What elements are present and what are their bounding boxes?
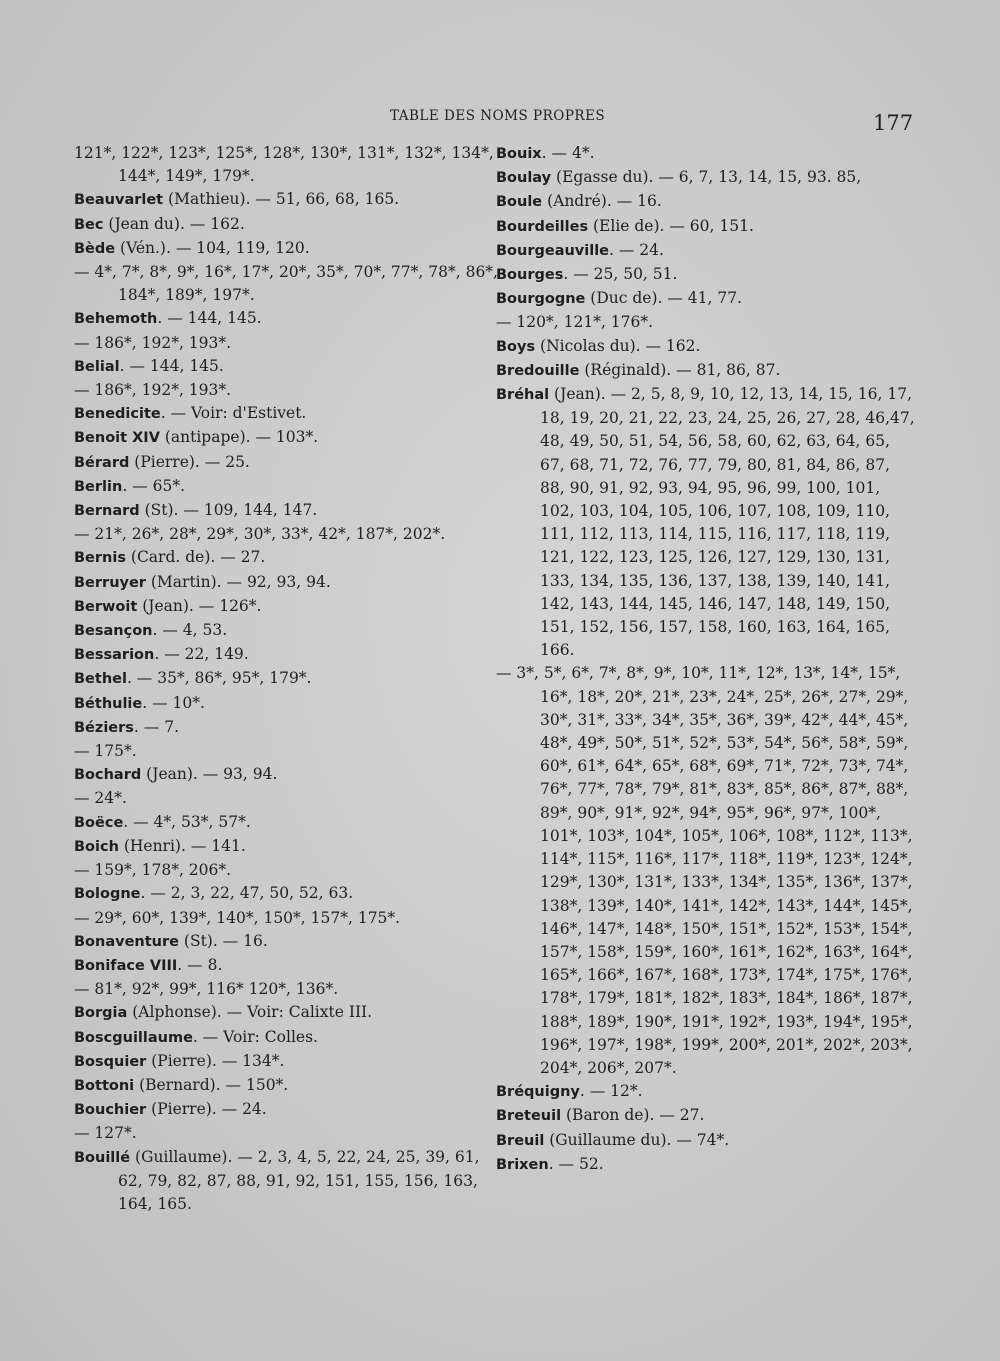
index-references: (Jean). — 93, 94.: [141, 765, 278, 784]
index-references: . — Voir: d'Estivet.: [160, 404, 307, 423]
index-entry: [74, 475, 504, 499]
index-references: . — 4*, 53*, 57*.: [123, 812, 251, 831]
index-entry: [74, 882, 504, 906]
index-entry: [496, 263, 916, 287]
index-entry: [74, 426, 504, 450]
index-references: (Egasse du). — 6, 7, 13, 14, 15, 93. 85,: [551, 168, 862, 187]
index-references: . — 12*.: [579, 1082, 643, 1101]
index-entry: [74, 355, 504, 379]
index-term: Bréhal: [496, 387, 550, 404]
index-references: (Card. de). — 27.: [125, 548, 266, 567]
index-continuation: — 127*.: [74, 1124, 137, 1143]
index-entry: [74, 1146, 504, 1217]
index-entry: [74, 188, 504, 212]
index-references: (Jean du). — 162.: [103, 214, 245, 233]
index-term: Borgia: [74, 1005, 128, 1022]
index-entry: [74, 237, 504, 261]
index-references: (Vén.). — 104, 119, 120.: [115, 238, 310, 257]
index-references: (St). — 109, 144, 147.: [139, 501, 318, 520]
index-entry: [74, 811, 504, 835]
index-continuation: — 4*, 7*, 8*, 9*, 16*, 17*, 20*, 35*, 70*, 77*, 78*, 86*, 184*, 189*, 197*.: [74, 263, 498, 305]
page-number: 177: [873, 111, 914, 135]
index-entry: [74, 643, 504, 667]
index-references: . — 7.: [133, 717, 179, 736]
index-entry: [496, 1080, 916, 1104]
index-entry: [74, 1001, 504, 1025]
index-references: . — 25, 50, 51.: [563, 265, 678, 284]
index-term: Berlin: [74, 478, 123, 495]
index-term: Bredouille: [496, 362, 580, 379]
index-entry: [74, 402, 504, 426]
index-entry: [74, 1026, 504, 1050]
index-references: (Alphonse). — Voir: Calixte III.: [127, 1003, 373, 1022]
index-term: Bec: [74, 216, 104, 233]
index-entry: [74, 307, 504, 331]
index-continuation: — 186*, 192*, 193*.: [74, 333, 232, 352]
index-term: Besançon: [74, 623, 153, 640]
index-references: (Jean). — 2, 5, 8, 9, 10, 12, 13, 14, 15, 16, 17, 18, 19, 20, 21, 22, 23, 24, 25, 26, 27, 28, 46,47, 48, 49, 50, 51, 54, 56, 58, 60, 62, 63, 64, 65, 67, 68, 71, 72, 76, 77, 79, 80, 81, 84, 86, 87, 88, 90, 91, 92, 93, 94, 95, 96, 99, 100, 101, 102, 103, 104, 105, 106, 107, 108, 109, 110, 111, 112, 113, 114, 115, 116, 117, 118, 119, 121, 122, 123, 125, 126, 127, 129, 130, 131, 133, 134, 135, 136, 137, 138, 139, 140, 141, 142, 143, 144, 145, 146, 147, 148, 149, 150, 151, 152, 156, 157, 158, 160, 163, 164, 165, 166.: [540, 385, 915, 660]
index-continuation: — 3*, 5*, 6*, 7*, 8*, 9*, 10*, 11*, 12*, 13*, 14*, 15*, 16*, 18*, 20*, 21*, 23*, 24*, 25*, 26*, 27*, 29*, 30*, 31*, 33*, 34*, 35*, 36*, 39*, 42*, 44*, 45*, 48*, 49*, 50*, 51*, 52*, 53*, 54*, 56*, 58*, 59*, 60*, 61*, 64*, 65*, 68*, 69*, 71*, 72*, 73*, 74*, 76*, 77*, 78*, 79*, 81*, 83*, 85*, 86*, 87*, 88*, 89*, 90*, 91*, 92*, 94*, 95*, 96*, 97*, 100*, 101*, 103*, 104*, 105*, 106*, 108*, 112*, 113*, 114*, 115*, 116*, 117*, 118*, 119*, 123*, 124*, 129*, 130*, 131*, 133*, 134*, 135*, 136*, 137*, 138*, 139*, 140*, 141*, 142*, 143*, 144*, 145*, 146*, 147*, 148*, 150*, 151*, 152*, 153*, 154*, 157*, 158*, 159*, 160*, 161*, 162*, 163*, 164*, 165*, 166*, 167*, 168*, 173*, 174*, 175*, 176*, 178*, 179*, 181*, 182*, 183*, 184*, 186*, 187*, 188*, 189*, 190*, 191*, 192*, 193*, 194*, 195*, 196*, 197*, 198*, 199*, 200*, 201*, 202*, 203*, 204*, 206*, 207*.: [496, 664, 913, 1077]
index-continuation: — 81*, 92*, 99*, 116* 120*, 136*.: [74, 980, 339, 999]
index-term: Bouix: [496, 146, 542, 162]
index-term: Bourges: [496, 267, 564, 284]
index-term: Bréquigny: [496, 1084, 580, 1101]
index-continuation: — 175*.: [74, 742, 137, 761]
index-references: . — 144, 145.: [119, 356, 224, 375]
index-column-right: [496, 142, 916, 1177]
index-references: (Nicolas du). — 162.: [535, 336, 701, 355]
index-references: (antipape). — 103*.: [159, 428, 319, 447]
index-entry: [74, 619, 504, 643]
index-continuation: — 29*, 60*, 139*, 140*, 150*, 157*, 175*.: [74, 908, 401, 927]
index-entry: [74, 835, 504, 859]
index-references: (St). — 16.: [178, 931, 268, 950]
index-entry: [496, 335, 916, 359]
index-term: Boulay: [496, 170, 552, 187]
index-entry: [74, 546, 504, 570]
running-title: TABLE DES NOMS PROPRES: [390, 108, 606, 124]
index-term: Bède: [74, 240, 116, 257]
index-references: (Pierre). — 25.: [129, 452, 250, 471]
index-references: (Guillaume du). — 74*.: [544, 1130, 730, 1149]
index-term: Bouillé: [74, 1149, 131, 1166]
index-term: Boëce: [74, 814, 124, 831]
index-entry: [496, 1153, 916, 1177]
index-term: Boule: [496, 194, 543, 211]
index-entry: [74, 667, 504, 691]
index-entry: [496, 239, 916, 263]
index-references: . — 144, 145.: [157, 309, 262, 328]
index-entry: [74, 930, 504, 954]
index-entry: [74, 451, 504, 475]
index-term: Boscguillaume: [74, 1029, 193, 1046]
index-continuation: — 120*, 121*, 176*.: [496, 313, 654, 332]
index-entry: [74, 213, 504, 237]
index-term: Bonaventure: [74, 933, 179, 950]
index-term: Boys: [496, 338, 536, 355]
index-continuation: — 159*, 178*, 206*.: [74, 861, 232, 880]
index-term: Bourgogne: [496, 291, 586, 308]
index-references: (Baron de). — 27.: [561, 1106, 705, 1125]
index-entry: [74, 1098, 504, 1122]
index-term: Boniface VIII: [74, 957, 178, 974]
index-continuation: 121*, 122*, 123*, 125*, 128*, 130*, 131*, 132*, 134*, 144*, 149*, 179*.: [74, 144, 494, 186]
index-term: Bessarion: [74, 647, 155, 664]
index-references: (André). — 16.: [542, 192, 662, 211]
index-references: . — 10*.: [142, 693, 205, 712]
index-references: . — 4*.: [541, 144, 595, 162]
index-references: . — 35*, 86*, 95*, 179*.: [126, 669, 312, 688]
index-references: . — Voir: Colles.: [192, 1027, 318, 1046]
index-references: (Duc de). — 41, 77.: [585, 289, 743, 308]
index-entry: [74, 571, 504, 595]
index-term: Bochard: [74, 767, 142, 784]
index-term: Bérard: [74, 454, 130, 471]
index-references: (Pierre). — 24.: [146, 1100, 267, 1119]
index-term: Bosquier: [74, 1053, 147, 1070]
index-entry: [74, 1050, 504, 1074]
index-entry: [74, 763, 504, 787]
index-references: . — 2, 3, 22, 47, 50, 52, 63.: [140, 884, 354, 903]
index-references: (Mathieu). — 51, 66, 68, 165.: [163, 190, 400, 209]
index-references: (Martin). — 92, 93, 94.: [145, 572, 331, 591]
index-term: Breuil: [496, 1132, 545, 1149]
index-references: (Réginald). — 81, 86, 87.: [579, 360, 781, 379]
index-references: . — 65*.: [122, 476, 185, 495]
index-references: (Jean). — 126*.: [137, 596, 262, 615]
index-term: Behemoth: [74, 311, 158, 328]
index-term: Bottoni: [74, 1077, 135, 1094]
index-term: Beauvarlet: [74, 192, 164, 209]
index-references: . — 24.: [609, 240, 664, 259]
index-term: Benedicite: [74, 406, 161, 423]
index-references: (Pierre). — 134*.: [146, 1051, 285, 1070]
index-term: Boich: [74, 838, 119, 855]
index-entry: [74, 595, 504, 619]
index-term: Bourdeilles: [496, 218, 589, 235]
index-references: . — 4, 53.: [152, 621, 228, 640]
index-references: . — 22, 149.: [154, 645, 249, 664]
index-term: Bouchier: [74, 1102, 147, 1119]
index-references: (Henri). — 141.: [118, 836, 246, 855]
index-entry: [74, 954, 504, 978]
index-references: (Elie de). — 60, 151.: [588, 216, 754, 235]
index-term: Béthulie: [74, 695, 143, 712]
index-references: (Guillaume). — 2, 3, 4, 5, 22, 24, 25, 39, 61, 62, 79, 82, 87, 88, 91, 92, 151, 155, 156, 163, 164, 165.: [118, 1147, 480, 1213]
index-column-left: [74, 142, 504, 1216]
index-term: Belial: [74, 358, 120, 375]
index-term: Béziers: [74, 719, 134, 736]
index-term: Brixen: [496, 1156, 549, 1173]
index-continuation: — 186*, 192*, 193*.: [74, 381, 232, 400]
index-term: Breteuil: [496, 1108, 562, 1125]
index-entry: [496, 215, 916, 239]
index-entry: [74, 692, 504, 716]
index-term: Benoit XIV: [74, 430, 160, 447]
index-entry: [496, 359, 916, 383]
index-entry: [496, 142, 916, 166]
index-continuation: — 24*.: [74, 789, 127, 808]
index-entry: [496, 1104, 916, 1128]
index-entry: [74, 1074, 504, 1098]
index-entry: [496, 1129, 916, 1153]
index-term: Bernard: [74, 503, 140, 520]
index-term: Bologne: [74, 886, 141, 903]
index-continuation: — 21*, 26*, 28*, 29*, 30*, 33*, 42*, 187*, 202*.: [74, 525, 446, 544]
index-term: Bernis: [74, 550, 126, 567]
index-term: Berwoit: [74, 598, 138, 615]
index-entry: [74, 716, 504, 740]
index-references: (Bernard). — 150*.: [134, 1075, 289, 1094]
index-term: Bourgeauville: [496, 242, 610, 259]
index-references: . — 52.: [548, 1154, 604, 1173]
index-term: Bethel: [74, 671, 127, 688]
index-entry: [496, 383, 916, 662]
index-entry: [74, 499, 504, 523]
index-references: . — 8.: [177, 955, 223, 974]
index-entry: [496, 287, 916, 311]
index-entry: [496, 166, 916, 190]
index-term: Berruyer: [74, 574, 146, 591]
index-entry: [496, 190, 916, 214]
